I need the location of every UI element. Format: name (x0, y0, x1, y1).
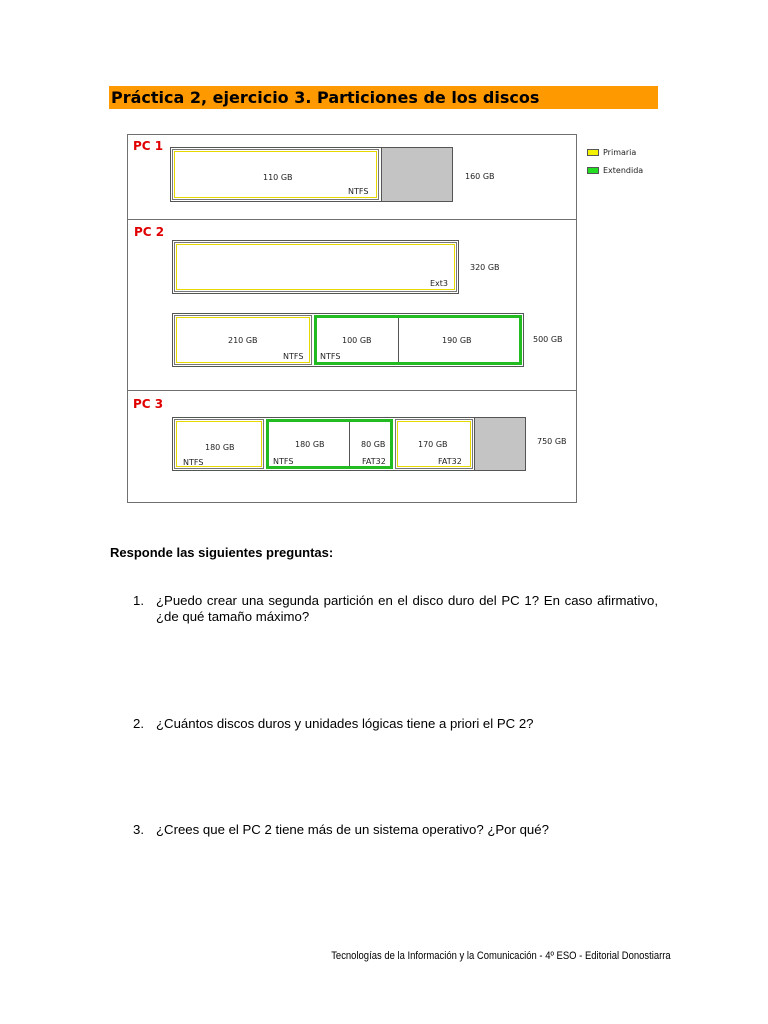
question-text: ¿Puedo crear una segunda partición en el disco duro del PC 1? En caso afirmativo, ¿de qué tamaño máximo? (156, 593, 658, 624)
partition-filesystem: Ext3 (430, 279, 449, 288)
pc-label: PC 1 (133, 139, 164, 153)
legend-label-primary: Primaria (603, 148, 637, 157)
legend-swatch-primary (587, 149, 599, 156)
disk (172, 313, 524, 367)
question-text: ¿Crees que el PC 2 tiene más de un sistema operativo? ¿Por qué? (156, 822, 549, 837)
disk-total-size: 320 GB (470, 263, 500, 272)
pc-label: PC 2 (134, 225, 165, 239)
primary-partition (174, 242, 457, 292)
page-title: Práctica 2, ejercicio 3. Particiones de los discos (109, 86, 658, 109)
partition-filesystem: NTFS (183, 458, 204, 467)
question-text: ¿Cuántos discos duros y unidades lógicas tiene a priori el PC 2? (156, 716, 534, 731)
logical-drive-size: 180 GB (295, 440, 325, 449)
disk-total-size: 160 GB (465, 172, 495, 181)
questions-heading: Responde las siguientes preguntas: (110, 545, 334, 560)
question-number: 3. (133, 822, 144, 837)
unallocated-space (474, 418, 525, 470)
pc-label: PC 3 (133, 397, 164, 411)
unallocated-space (381, 148, 452, 201)
pc-divider (128, 219, 576, 220)
partition-size: 210 GB (228, 336, 258, 345)
logical-drive-filesystem: FAT32 (362, 457, 386, 466)
logical-divider (398, 318, 399, 362)
extended-partition (314, 315, 522, 365)
legend-item-primary (587, 147, 643, 158)
primary-partition (174, 315, 312, 365)
question-number: 2. (133, 716, 144, 731)
partition-filesystem: NTFS (348, 187, 369, 196)
logical-divider (349, 422, 350, 466)
question-number: 1. (133, 593, 144, 608)
logical-drive-filesystem: NTFS (273, 457, 294, 466)
disk (170, 147, 453, 202)
partition-size: 180 GB (205, 443, 235, 452)
disk (172, 417, 526, 471)
legend-swatch-extended (587, 167, 599, 174)
disk-total-size: 750 GB (537, 437, 567, 446)
logical-drive-size: 100 GB (342, 336, 372, 345)
disk (172, 240, 459, 294)
partition-filesystem: NTFS (283, 352, 304, 361)
question-item (133, 822, 658, 840)
disk-total-size: 500 GB (533, 335, 563, 344)
legend-item-extended (587, 165, 643, 176)
legend (587, 147, 643, 176)
primary-partition (174, 419, 264, 469)
primary-partition (395, 419, 473, 469)
primary-partition (172, 149, 379, 200)
question-item (133, 593, 658, 627)
partition-size: 110 GB (263, 173, 293, 182)
pc-divider (128, 390, 576, 391)
legend-label-extended: Extendida (603, 166, 644, 175)
partition-filesystem: FAT32 (438, 457, 462, 466)
logical-drive-size: 80 GB (361, 440, 386, 449)
partition-size: 170 GB (418, 440, 448, 449)
extended-partition (266, 419, 393, 469)
logical-drive-size: 190 GB (442, 336, 472, 345)
page-footer: Tecnologías de la Información y la Comunicación - 4º ESO - Editorial Donostiarra (331, 950, 671, 962)
logical-drive-filesystem: NTFS (320, 352, 341, 361)
question-item (133, 716, 658, 734)
